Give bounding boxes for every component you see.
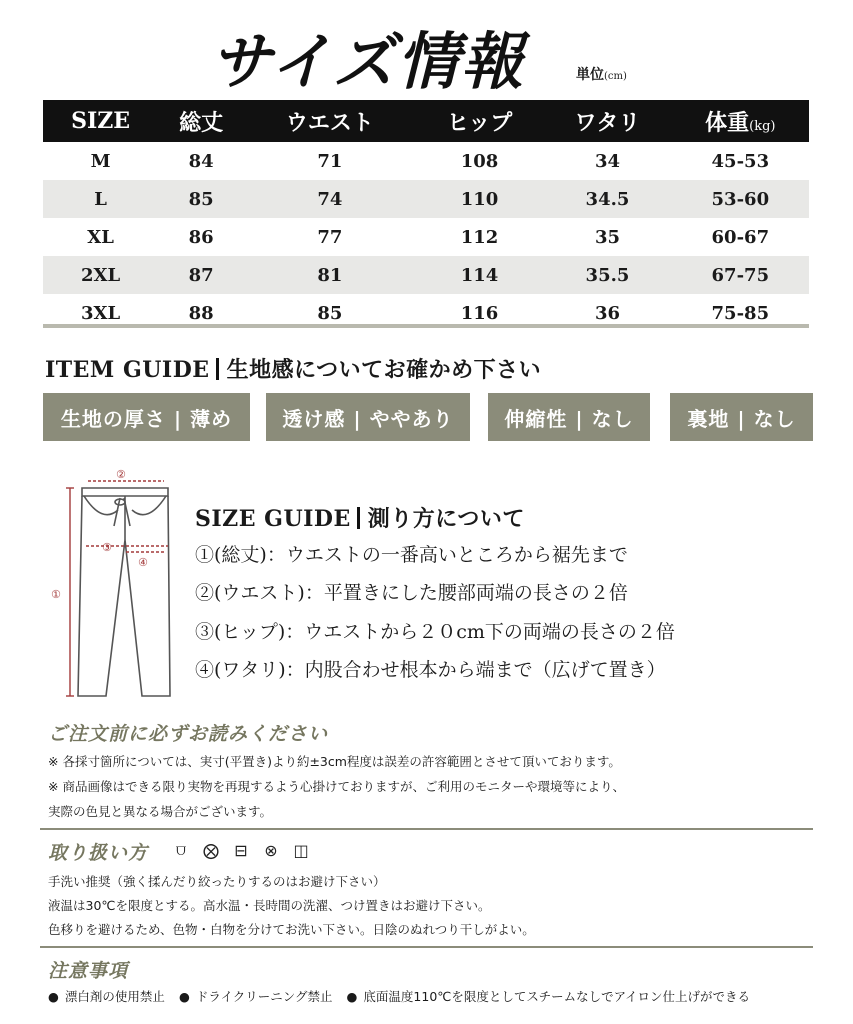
line-dry-icon: ◫ [293,840,309,860]
marker-4: ④ [138,556,148,569]
notice-line: 実際の色見と異なる場合がございます。 [48,804,273,819]
table-cell: L [43,180,158,218]
caution-title: 注意事項 [48,960,129,982]
table-cell: 81 [244,256,416,294]
guide-item-hip: ③(ヒップ)：ウエストから２０cm下の両端の長さの２倍 [195,621,675,643]
fabric-thickness-tag: 生地の厚さ | 薄め [43,393,250,441]
table-cell: 114 [416,256,544,294]
table-bottom-rule [43,324,809,328]
care-line: 液温は30℃を限度とする。高水温・長時間の洗濯、つけ置きはお避け下さい。 [48,898,491,913]
table-cell: 3XL [81,302,121,324]
notice-line: ※ 商品画像はできる限り実物を再現するよう心掛けておりますが、ご利用のモニターや環境等により、 [48,779,625,794]
unit-label: 単位(cm) [576,67,627,83]
table-cell: XL [87,226,114,248]
caution-item: ● ドライクリーニング禁止 [179,987,333,1005]
table-cell: 108 [460,150,499,172]
lining-tag: 裏地 | なし [670,393,813,441]
caution-item: ● 漂白剤の使用禁止 [48,987,165,1005]
table-row [43,180,809,218]
table-cell: 34.5 [543,180,671,218]
caution-item: ● 底面温度110℃を限度としてスチームなしでアイロン仕上げができる [347,987,750,1005]
care-line: 手洗い推奨（強く揉んだり絞ったりするのはお避け下さい） [48,874,386,889]
size-table [43,100,809,332]
column-header: 体重(kg) [672,100,809,142]
table-cell: 77 [317,226,343,248]
table-cell: 53-60 [672,180,809,218]
notice-line: ※ 各採寸箇所については、実寸(平置き)より約±3cm程度は誤差の許容範囲とさせて頂いております。 [48,754,621,769]
column-header: ヒップ [416,100,544,142]
guide-item-waist: ②(ウエスト)：平置きにした腰部両端の長さの２倍 [195,582,628,604]
no-bleach-icon: ⨂ [203,840,219,860]
sheerness-tag: 透け感 | ややあり [266,393,470,441]
marker-2: ② [116,468,126,481]
care-line: 色移りを避けるため、色物・白物を分けてお洗い下さい。日陰のぬれつり干しがよい。 [48,922,535,937]
table-cell: 74 [244,180,416,218]
size-guide-heading: SIZE GUIDE 測り方について [195,506,525,532]
column-header: SIZE [43,100,158,142]
table-row [43,218,809,256]
marker-3: ③ [102,541,112,554]
caution-list [48,987,750,1005]
table-cell: 35.5 [543,256,671,294]
table-cell: 35 [594,226,620,248]
marker-1: ① [51,588,61,601]
column-header: ワタリ [543,100,671,142]
table-cell: 2XL [43,256,158,294]
table-cell: 60-67 [711,226,770,248]
table-cell: 71 [317,150,343,172]
table-cell: 45-53 [711,150,770,172]
hand-wash-icon: ⩌ [175,840,187,859]
table-cell: 84 [188,150,214,172]
table-cell: 67-75 [672,256,809,294]
no-dry-clean-icon: ⊗ [264,840,278,860]
table-cell: 87 [158,256,244,294]
table-cell: 110 [416,180,544,218]
guide-item-length: ①(総丈)：ウエストの一番高いところから裾先まで [195,544,628,566]
table-cell: 116 [460,302,499,324]
page-title: サイズ情報 [210,25,526,98]
table-cell: M [90,150,111,172]
care-title: 取り扱い方 [48,842,149,864]
care-icons [170,838,312,862]
tumble-dry-icon: ⊟ [234,840,248,860]
table-row [43,142,809,180]
table-row [43,256,809,294]
table-cell: 85 [317,302,343,324]
stretch-tag: 伸縮性 | なし [488,393,650,441]
table-cell: 34 [594,150,620,172]
divider [40,828,813,830]
table-cell: 88 [188,302,214,324]
table-cell: 75-85 [711,302,770,324]
pants-diagram [40,468,180,704]
divider [40,946,813,948]
notice-title: ご注文前に必ずお読みください [48,723,329,745]
guide-item-thigh: ④(ワタリ)：内股合わせ根本から端まで（広げて置き） [195,659,666,681]
table-cell: 86 [188,226,214,248]
table-cell: 85 [158,180,244,218]
column-header: 総丈 [158,100,244,142]
table-cell: 36 [594,302,620,324]
table-cell: 112 [460,226,499,248]
column-header: ウエスト [244,100,416,142]
item-guide-heading: ITEM GUIDE 生地感についてお確かめ下さい [45,357,542,383]
